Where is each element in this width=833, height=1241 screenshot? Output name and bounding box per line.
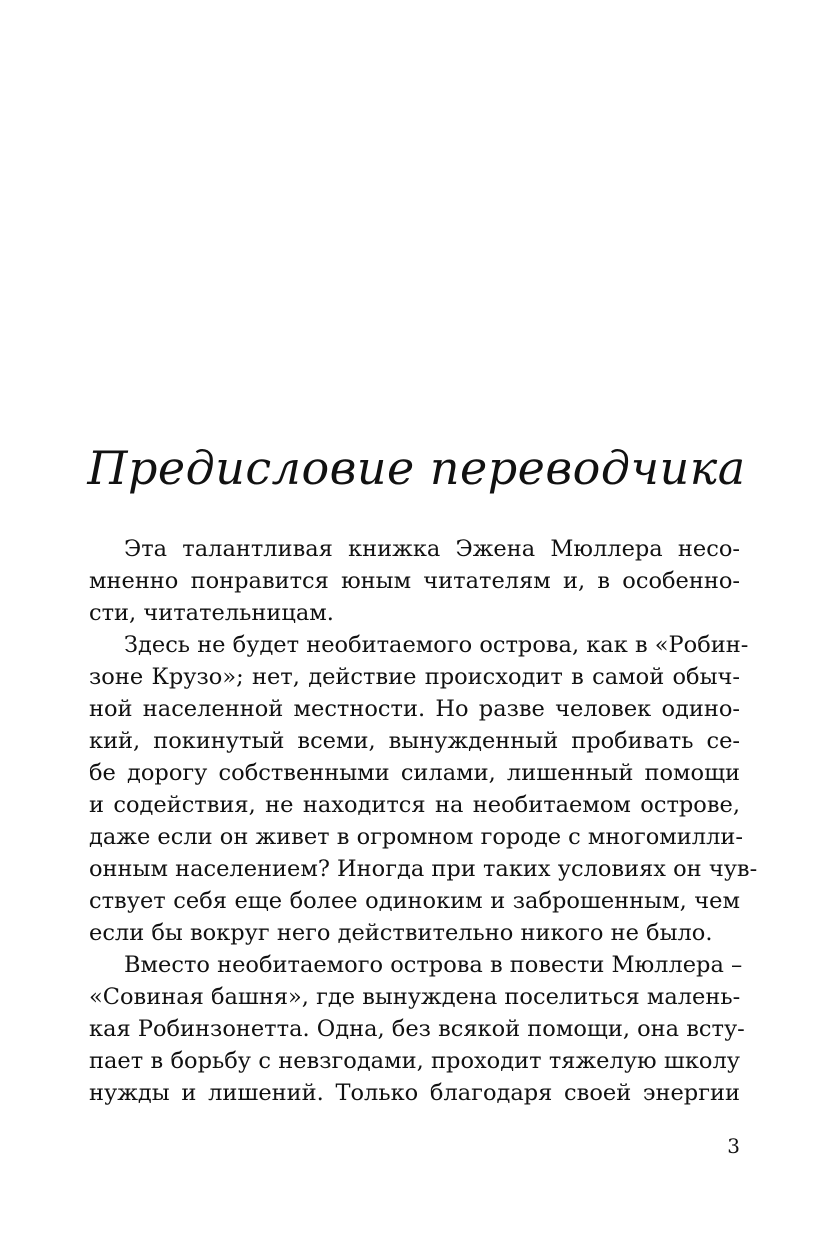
text-line: даже если он живет в огромном городе с многомилли- [89, 824, 743, 850]
text-line: зоне Крузо»; нет, действие происходит в самой обыч- [89, 664, 740, 690]
text-line: если бы вокруг него действительно никого не было. [89, 920, 713, 946]
text-line: сти, читательницам. [89, 600, 334, 626]
paragraph [89, 949, 745, 1109]
text-line: «Совиная башня», где вынуждена поселиться малень- [89, 984, 741, 1010]
text-line: нужды и лишений. Только благодаря своей энергии [89, 1080, 740, 1106]
paragraph [89, 533, 740, 629]
text-line: кий, покинутый всеми, вынужденный пробивать се- [89, 728, 740, 754]
text-line: кая Робинзонетта. Одна, без всякой помощи, она всту- [89, 1016, 745, 1042]
chapter-title: Предисловие переводчика [87, 441, 746, 495]
text-line: ствует себя еще более одиноким и заброшенным, чем [89, 888, 740, 914]
text-line: пает в борьбу с невзгодами, проходит тяжелую школу [89, 1048, 740, 1074]
page-number: 3 [727, 1134, 740, 1158]
text-line: и содействия, не находится на необитаемом острове, [89, 792, 740, 818]
text-line: Эта талантливая книжка Эжена Мюллера несо- [124, 536, 740, 562]
text-line: Вместо необитаемого острова в повести Мюллера – [124, 952, 743, 978]
body-text [89, 533, 758, 1109]
paragraph [89, 629, 758, 949]
text-line: мненно понравится юным читателям и, в особенно- [89, 568, 740, 594]
text-line: ной населенной местности. Но разве человек одино- [89, 696, 740, 722]
text-line: Здесь не будет необитаемого острова, как в «Робин- [124, 632, 749, 658]
text-line: онным населением? Иногда при таких условиях он чув- [89, 856, 758, 882]
text-line: бе дорогу собственными силами, лишенный помощи [89, 760, 740, 786]
